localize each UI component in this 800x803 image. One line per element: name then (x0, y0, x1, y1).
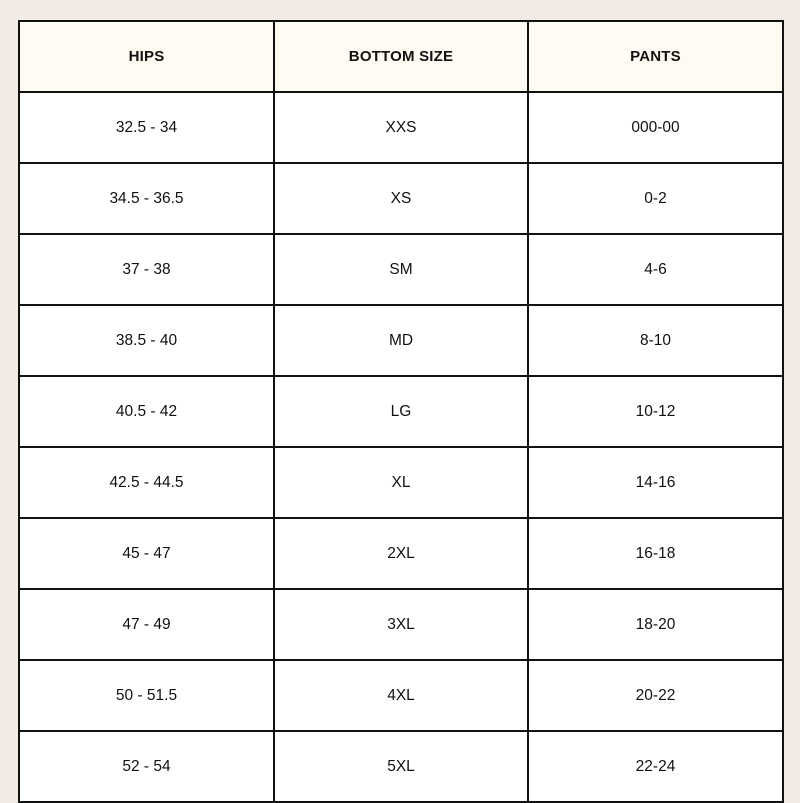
cell-hips: 50 - 51.5 (19, 660, 274, 731)
cell-pants: 18-20 (528, 589, 783, 660)
cell-pants: 0-2 (528, 163, 783, 234)
cell-bottom-size: MD (274, 305, 528, 376)
header-row (19, 21, 783, 92)
header-hips: HIPS (19, 21, 274, 92)
cell-bottom-size: 5XL (274, 731, 528, 802)
cell-pants: 20-22 (528, 660, 783, 731)
cell-pants: 14-16 (528, 447, 783, 518)
cell-pants: 22-24 (528, 731, 783, 802)
table-row (19, 518, 783, 589)
table-row (19, 731, 783, 802)
table-row (19, 92, 783, 163)
table-row (19, 305, 783, 376)
cell-pants: 000-00 (528, 92, 783, 163)
cell-hips: 40.5 - 42 (19, 376, 274, 447)
cell-bottom-size: 4XL (274, 660, 528, 731)
cell-pants: 16-18 (528, 518, 783, 589)
cell-pants: 10-12 (528, 376, 783, 447)
table-row (19, 234, 783, 305)
cell-pants: 8-10 (528, 305, 783, 376)
cell-hips: 42.5 - 44.5 (19, 447, 274, 518)
cell-hips: 47 - 49 (19, 589, 274, 660)
cell-bottom-size: XXS (274, 92, 528, 163)
cell-bottom-size: 2XL (274, 518, 528, 589)
header-pants: PANTS (528, 21, 783, 92)
cell-bottom-size: SM (274, 234, 528, 305)
cell-bottom-size: XS (274, 163, 528, 234)
table-row (19, 589, 783, 660)
table-row (19, 660, 783, 731)
table-row (19, 163, 783, 234)
cell-hips: 32.5 - 34 (19, 92, 274, 163)
cell-hips: 34.5 - 36.5 (19, 163, 274, 234)
header-bottom-size: BOTTOM SIZE (274, 21, 528, 92)
cell-hips: 45 - 47 (19, 518, 274, 589)
cell-pants: 4-6 (528, 234, 783, 305)
size-chart-table (18, 20, 784, 803)
cell-bottom-size: 3XL (274, 589, 528, 660)
table-row (19, 447, 783, 518)
cell-hips: 38.5 - 40 (19, 305, 274, 376)
cell-bottom-size: XL (274, 447, 528, 518)
cell-bottom-size: LG (274, 376, 528, 447)
table-row (19, 376, 783, 447)
cell-hips: 52 - 54 (19, 731, 274, 802)
cell-hips: 37 - 38 (19, 234, 274, 305)
